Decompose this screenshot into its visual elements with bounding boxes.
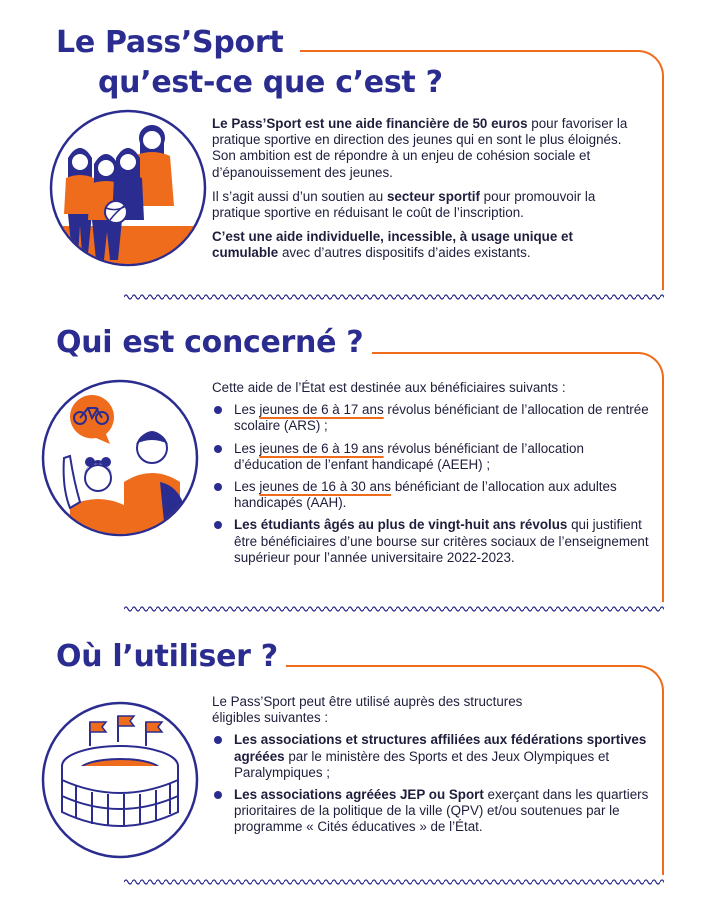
group-of-young-girls-icon	[48, 108, 208, 268]
list-item: Les jeunes de 6 à 19 ans révolus bénéficiant de l’allocation d’éducation de l’enfant handicapé (AEEH) ;	[212, 441, 650, 473]
intro-text: Le Pass’Sport peut être utilisé auprès des structures éligibles suivantes :	[212, 694, 523, 726]
list-item: Les jeunes de 6 à 17 ans révolus bénéficiant de l’allocation de rentrée scolaire (ARS) ;	[212, 402, 650, 434]
section-body	[212, 116, 642, 270]
stadium-icon	[40, 700, 200, 860]
two-young-people-with-bicycle-icon	[40, 378, 200, 538]
section-title: Où l’utiliser ?	[56, 639, 278, 674]
wave-divider	[124, 604, 664, 614]
paragraph: Le Pass’Sport est une aide financière de 50 euros pour favoriser la pratique sportive en direction des jeunes qui en sont le plus éloignés. Son ambition est de répondre à un enjeu de cohésion sociale et d’épanouissement des jeunes.	[212, 116, 628, 180]
section-title: Qui est concerné ?	[56, 325, 364, 360]
list-item: Les associations agréées JEP ou Sport exerçant dans les quartiers prioritaires de la politique de la ville (QPV) et/ou soutenues par le programme « Cités éducatives » de l’État.	[212, 787, 652, 836]
beneficiary-list	[212, 402, 650, 566]
list-item: Les étudiants âgés au plus de vingt-huit ans révolus qui justifient être bénéficiaires d’une bourse sur critères sociaux de l’enseignement supérieur pour l’année universitaire 2022-2023.	[212, 517, 650, 566]
section-title-line2: qu’est-ce que c’est ?	[98, 65, 443, 100]
wave-divider	[124, 877, 664, 887]
section-body	[212, 694, 652, 842]
structure-list	[212, 732, 652, 835]
section-body	[212, 380, 650, 572]
list-item: Les associations et structures affiliées aux fédérations sportives agréées par le ministère des Sports et des Jeux Olympiques et Paralympiques ;	[212, 732, 652, 781]
intro-text: Cette aide de l’État est destinée aux bénéficiaires suivants :	[212, 380, 566, 395]
paragraph: C’est une aide individuelle, incessible, à usage unique et cumulable avec d’autres dispositifs d’aides existants.	[212, 229, 573, 261]
wave-divider	[124, 292, 664, 302]
section-title: Le Pass’Sport	[56, 25, 284, 60]
list-item: Les jeunes de 16 à 30 ans bénéficiant de l’allocation aux adultes handicapés (AAH).	[212, 479, 650, 511]
paragraph: Il s’agit aussi d’un soutien au secteur sportif pour promouvoir la pratique sportive en réduisant le coût de l’inscription.	[212, 188, 596, 221]
